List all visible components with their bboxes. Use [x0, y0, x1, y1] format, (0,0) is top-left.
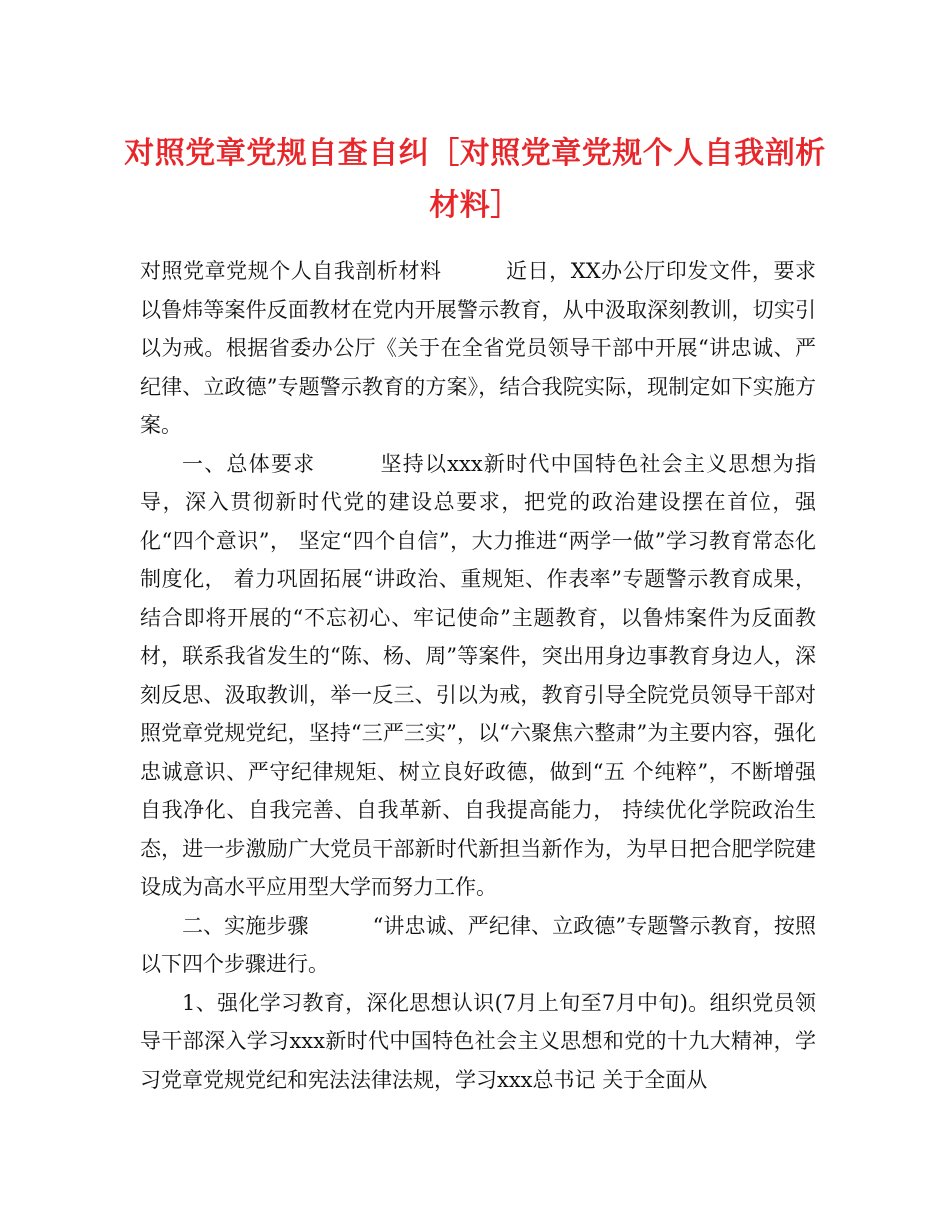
paragraph-lead: 对照党章党规个人自我剖析材料 [140, 259, 442, 283]
document-title: 对照党章党规自查自纠［对照党章党规个人自我剖析材料］ [124, 136, 826, 223]
paragraph-intro [140, 252, 816, 445]
paragraph-text: 1、强化学习教育，深化思想认识(7月上旬至7月中旬)。组织党员领导干部深入学习xxx新时代中国特色社会主义思想和党的十九大精神，学习党章党规党纪和宪法法律法规，学习xxx总书记 关于全面从 [140, 990, 816, 1092]
document-body [140, 252, 816, 1099]
paragraph-section-1 [140, 445, 816, 907]
paragraph-text: 近日，XX办公厅印发文件，要求以鲁炜等案件反面教材在党内开展警示教育，从中汲取深刻教训，切实引以为戒。根据省委办公厅《关于在全省党员领导干部中开展“讲忠诚、严纪律、立政德”专题警示教育的方案》，结合我院实际，现制定如下实施方案。 [140, 259, 816, 437]
paragraph-section-2 [140, 907, 816, 984]
paragraph-text: “讲忠诚、严纪律、立政德”专题警示教育，按照以下四个步骤进行。 [140, 913, 816, 976]
section-heading: 二、实施步骤 [182, 913, 309, 938]
paragraph-step-1 [140, 984, 816, 1100]
paragraph-text: 坚持以xxx新时代中国特色社会主义思想为指导，深入贯彻新时代党的建设总要求，把党的政治建设摆在首位，强化“四个意识”， 坚定“四个自信”，大力推进“两学一做”学习教育常态化制度化， 着力巩固拓展“讲政治、重规矩、作表率”专题警示教育成果，结合即将开展的“不忘初心、牢记使命”主题教育，以鲁炜案件为反面教材，联系我省发生的“陈、杨、周”等案件，突出用身边事教育身边人，深刻反思、汲取教训，举一反三、引以为戒，教育引导全院党员领导干部对照党章党规党纪，坚持“三严三实”，以“六聚焦六整肃”为主要内容，强化忠诚意识、严守纪律规矩、树立良好政德，做到“五 个纯粹”，不断增强自我净化、自我完善、自我革新、自我提高能力， 持续优化学院政治生态，进一步激励广大党员干部新时代新担当新作为，为早日把合肥学院建设成为高水平应用型大学而努力工作。 [140, 451, 816, 899]
section-heading: 一、总体要求 [182, 451, 316, 476]
